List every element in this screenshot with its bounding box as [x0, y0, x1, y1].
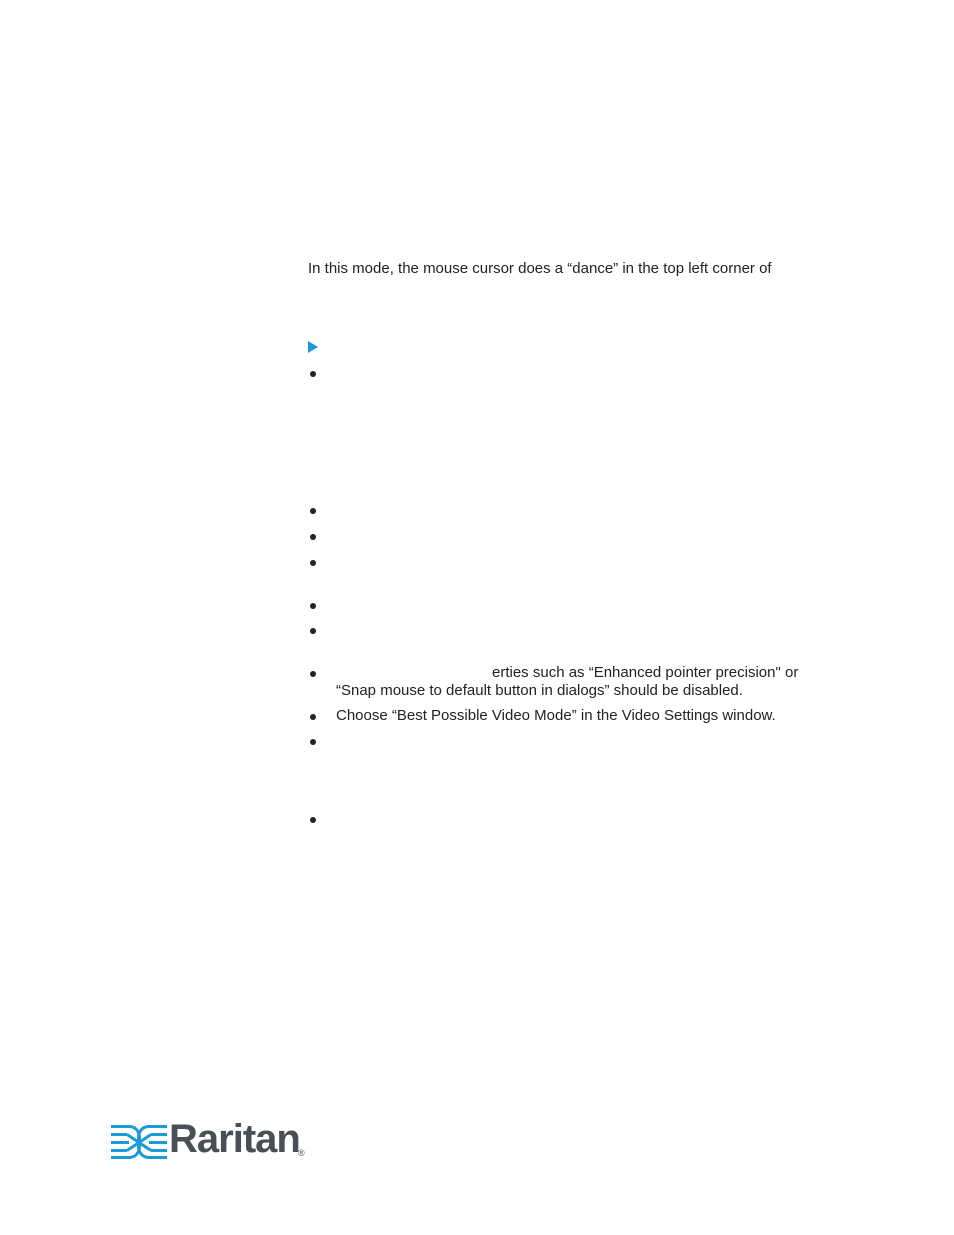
raritan-logo-mark-icon [111, 1122, 167, 1160]
bullet-marker [310, 508, 316, 514]
intro-paragraph: In this mode, the mouse cursor does a “dance” in the top left corner of [308, 260, 772, 277]
bullet-marker [310, 671, 316, 677]
bullet-marker [310, 534, 316, 540]
bullet-marker [310, 628, 316, 634]
bullet-marker [310, 371, 316, 377]
bullet-marker [310, 714, 316, 720]
logo-wordmark: Raritan [169, 1117, 300, 1161]
raritan-logo [111, 1118, 306, 1163]
bullet-marker [310, 739, 316, 745]
procedure-arrow-icon [308, 341, 318, 353]
bullet-marker [310, 603, 316, 609]
bullet-marker [310, 817, 316, 823]
bullet-marker [310, 560, 316, 566]
list-item-text: Choose “Best Possible Video Mode” in the Video Settings window. [336, 707, 776, 724]
list-item-text: erties such as “Enhanced pointer precision" or [492, 664, 799, 681]
registered-mark: ® [298, 1148, 305, 1158]
list-item-text: “Snap mouse to default button in dialogs” should be disabled. [336, 682, 743, 699]
